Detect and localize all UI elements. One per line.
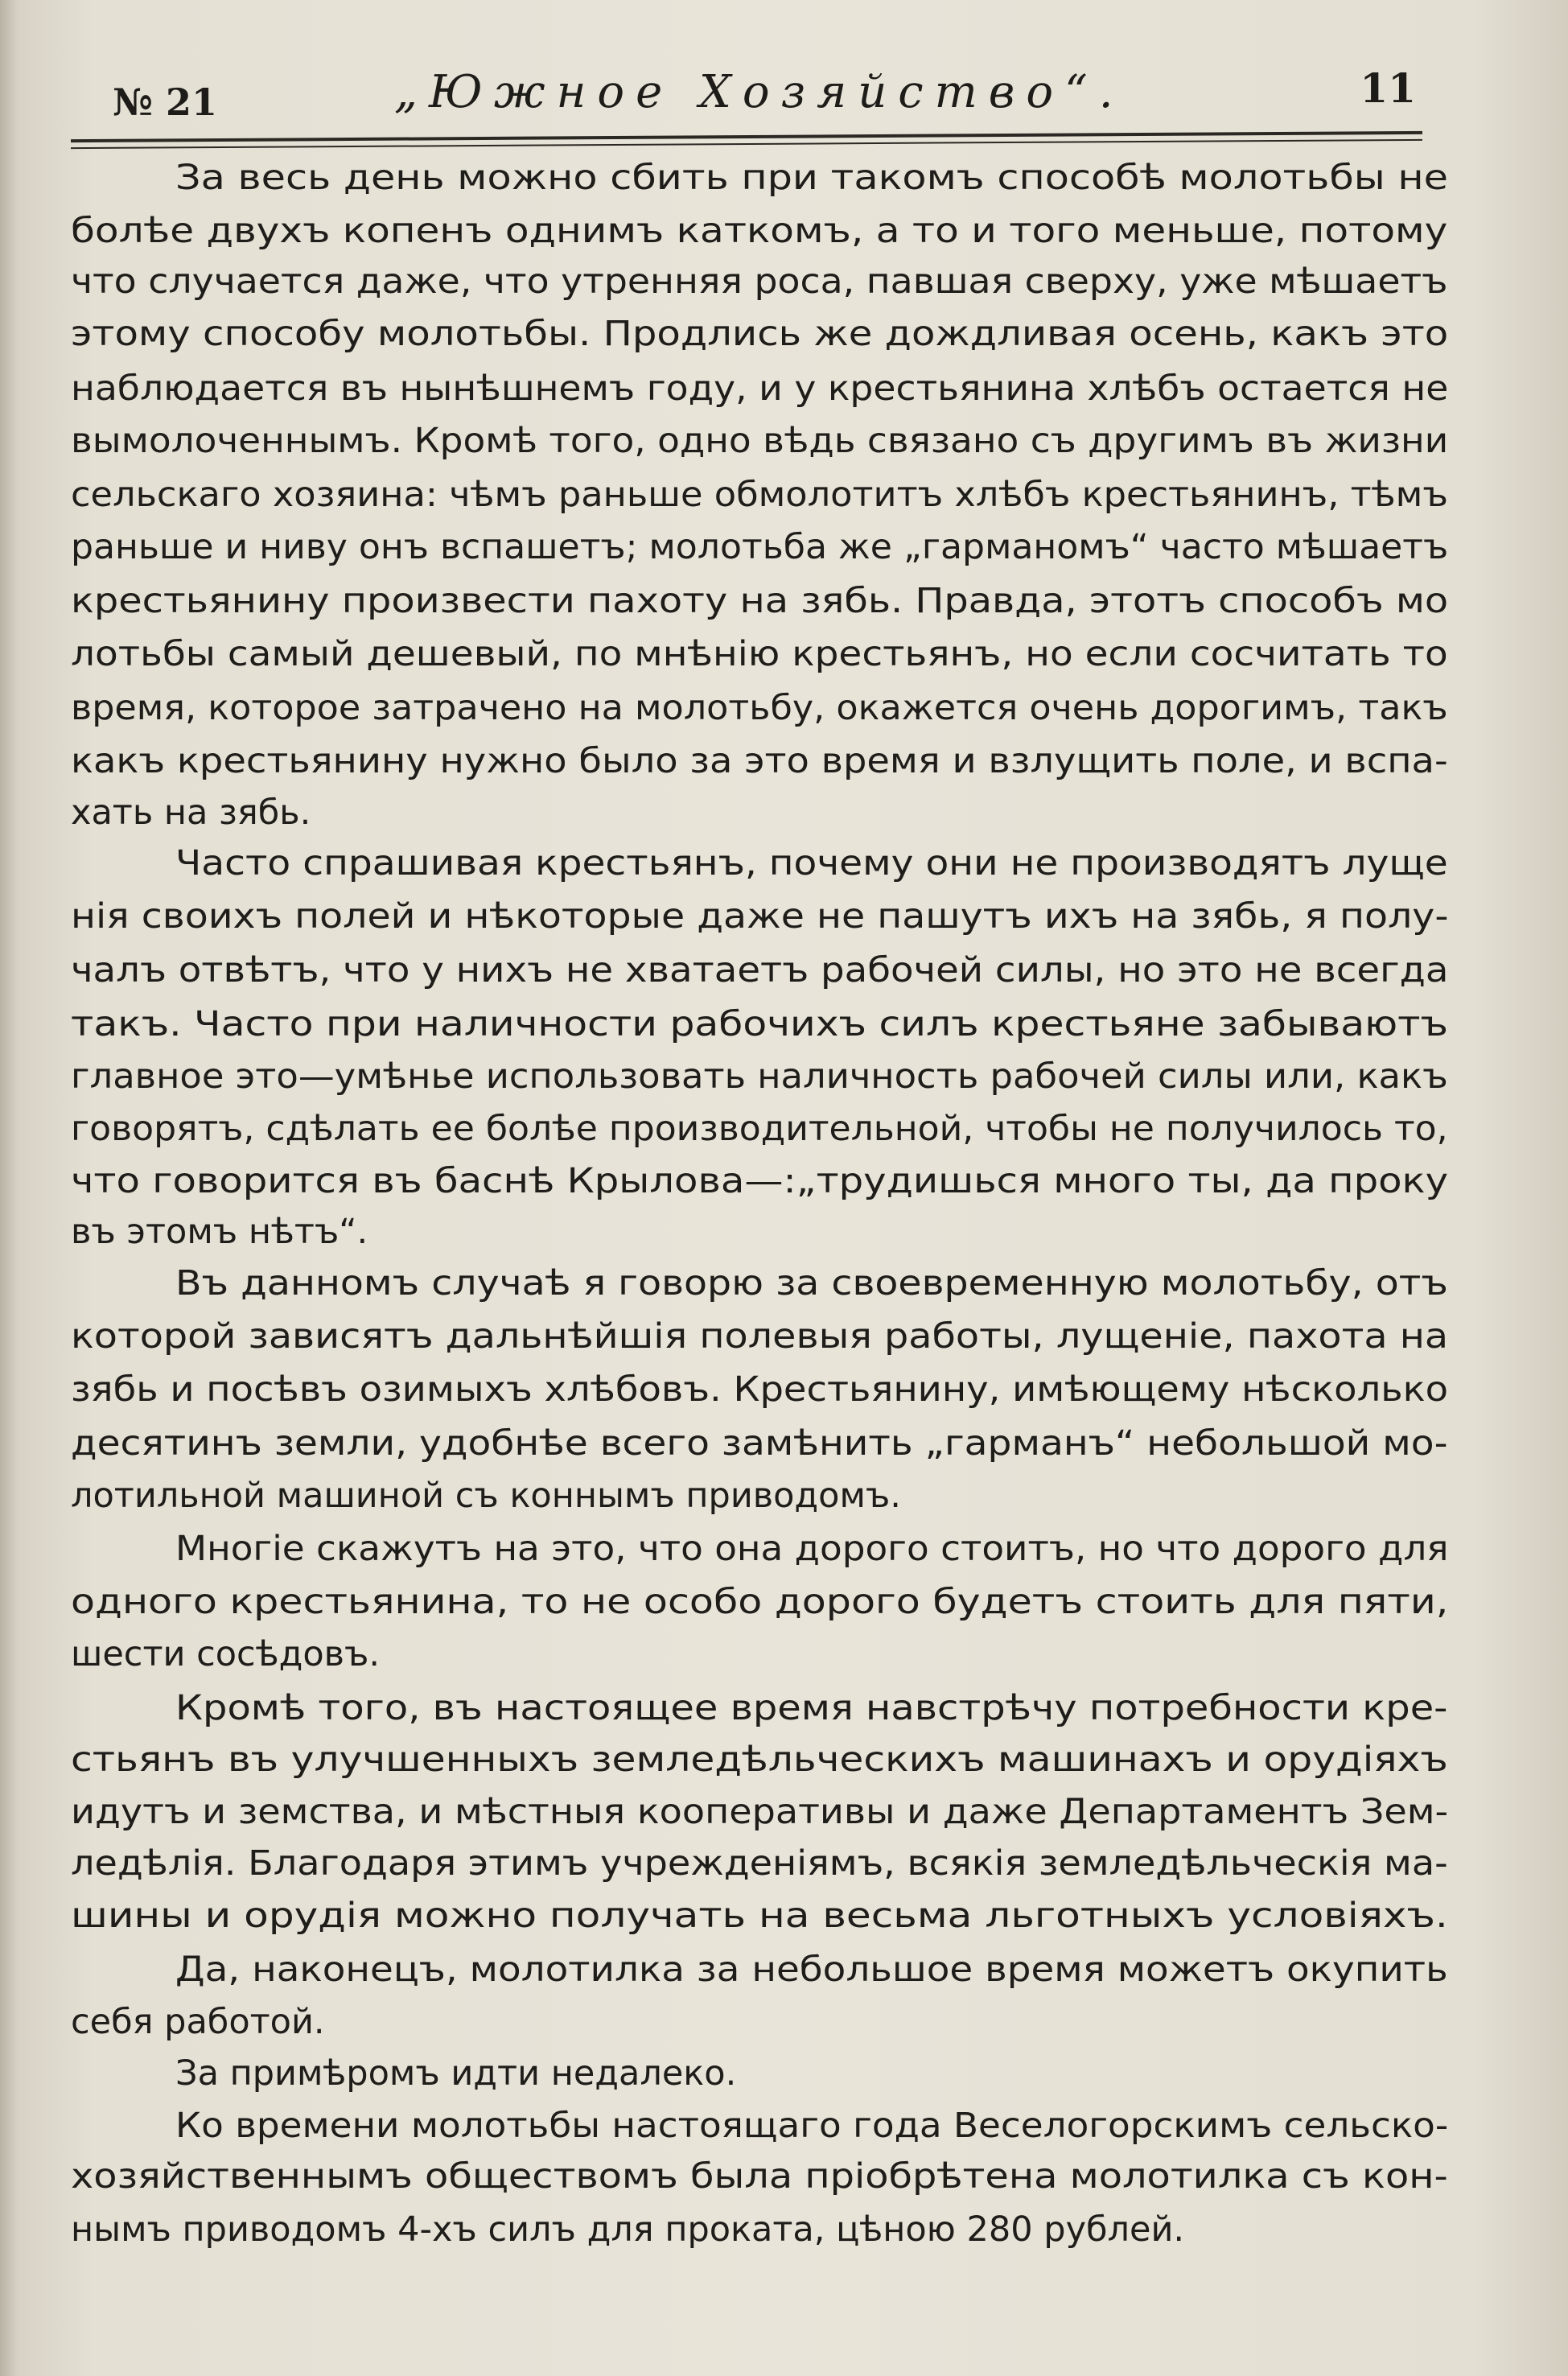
text-line: лотильной машиной съ коннымъ приводомъ. — [71, 1476, 901, 1516]
text-line: одного крестьянина, то не особо дорого будетъ стоить для пяти, — [71, 1582, 1449, 1622]
text-line: вымолоченнымъ. Кромѣ того, одно вѣдь связано съ другимъ въ жизни — [71, 421, 1449, 461]
text-line: какъ крестьянину нужно было за это время и взлущить поле, и вспа- — [71, 741, 1448, 781]
text-line: За весь день можно сбить при такомъ способѣ молотьбы не — [175, 158, 1449, 198]
text-line: шести сосѣдовъ. — [71, 1634, 381, 1674]
text-line: что говорится въ баснѣ Крылова—:„трудишься много ты, да проку — [71, 1161, 1449, 1201]
text-line: наблюдается въ нынѣшнемъ году, и у крестьянина хлѣбъ остается не — [71, 369, 1449, 409]
text-line: время, которое затрачено на молотьбу, окажется очень дорогимъ, такъ — [71, 688, 1448, 728]
text-line: что случается даже, что утренняя роса, павшая сверху, уже мѣшаетъ — [71, 261, 1448, 302]
journal-title: „Южное Хозяйство“. — [394, 66, 1125, 118]
text-line: такъ. Часто при наличности рабочихъ силъ крестьяне забываютъ — [71, 1004, 1448, 1044]
text-line: хать на зябь. — [71, 793, 311, 833]
text-line: лотьбы самый дешевый, по мнѣнію крестьянъ, но если сосчитать то — [71, 634, 1448, 674]
issue-number: № 21 — [113, 80, 218, 124]
text-line: Многіе скажутъ на это, что она дорого стоитъ, но что дорого для — [175, 1529, 1449, 1569]
text-line: Въ данномъ случаѣ я говорю за своевременную молотьбу, отъ — [175, 1263, 1448, 1303]
text-line: говорятъ, сдѣлать ее болѣе производительной, чтобы не получилось то, — [71, 1109, 1448, 1149]
text-line: раньше и ниву онъ вспашетъ; молотьба же „гарманомъ“ часто мѣшаетъ — [71, 527, 1449, 567]
text-line: стьянъ въ улучшенныхъ земледѣльческихъ машинахъ и орудіяхъ — [71, 1740, 1448, 1780]
text-line: нымъ приводомъ 4-хъ силъ для проката, цѣною 280 рублей. — [71, 2209, 1185, 2250]
text-line: которой зависятъ дальнѣйшія полевыя работы, лущеніе, пахота на — [71, 1316, 1449, 1357]
text-line: въ этомъ нѣтъ“. — [71, 1212, 368, 1252]
text-line: зябь и посѣвъ озимыхъ хлѣбовъ. Крестьянину, имѣющему нѣсколько — [71, 1369, 1449, 1410]
page-number: 11 — [1360, 64, 1416, 112]
text-line: главное это—умѣнье использовать наличность рабочей силы или, какъ — [71, 1056, 1448, 1097]
text-line: нія своихъ полей и нѣкоторые даже не пашутъ ихъ на зябь, я полу- — [71, 896, 1449, 937]
text-line: чалъ отвѣтъ, что у нихъ не хватаетъ рабочей силы, но это не всегда — [71, 950, 1449, 990]
text-line: шины и орудія можно получать на весьма льготныхъ условіяхъ. — [71, 1896, 1448, 1936]
text-line: крестьянину произвести пахоту на зябь. Правда, этотъ способъ мо — [71, 581, 1449, 621]
text-line: За примѣромъ идти недалеко. — [175, 2053, 737, 2094]
text-line: Кромѣ того, въ настоящее время навстрѣчу потребности кре- — [175, 1688, 1448, 1728]
text-line: идутъ и земства, и мѣстныя кооперативы и даже Департаментъ Зем- — [71, 1792, 1449, 1832]
text-line: десятинъ земли, удобнѣе всего замѣнить „гарманъ“ небольшой мо- — [71, 1423, 1448, 1464]
text-line: Ко времени молотьбы настоящаго года Веселогорскимъ сельско- — [175, 2106, 1449, 2146]
text-line: Да, наконецъ, молотилка за небольшое время можетъ окупить — [175, 1950, 1448, 1990]
text-line: себя работой. — [71, 2002, 325, 2042]
text-line: Часто спрашивая крестьянъ, почему они не производятъ луще — [175, 843, 1448, 883]
text-line: болѣе двухъ копенъ однимъ каткомъ, а то и того меньше, потому — [71, 211, 1448, 251]
text-line: сельскаго хозяина: чѣмъ раньше обмолотитъ хлѣбъ крестьянинъ, тѣмъ — [71, 475, 1448, 515]
text-line: этому способу молотьбы. Продлись же дождливая осень, какъ это — [71, 314, 1449, 354]
text-line: хозяйственнымъ обществомъ была пріобрѣтена молотилка съ кон- — [71, 2156, 1448, 2197]
text-line: ледѣлія. Благодаря этимъ учрежденіямъ, всякія земледѣльческія ма- — [71, 1843, 1448, 1884]
